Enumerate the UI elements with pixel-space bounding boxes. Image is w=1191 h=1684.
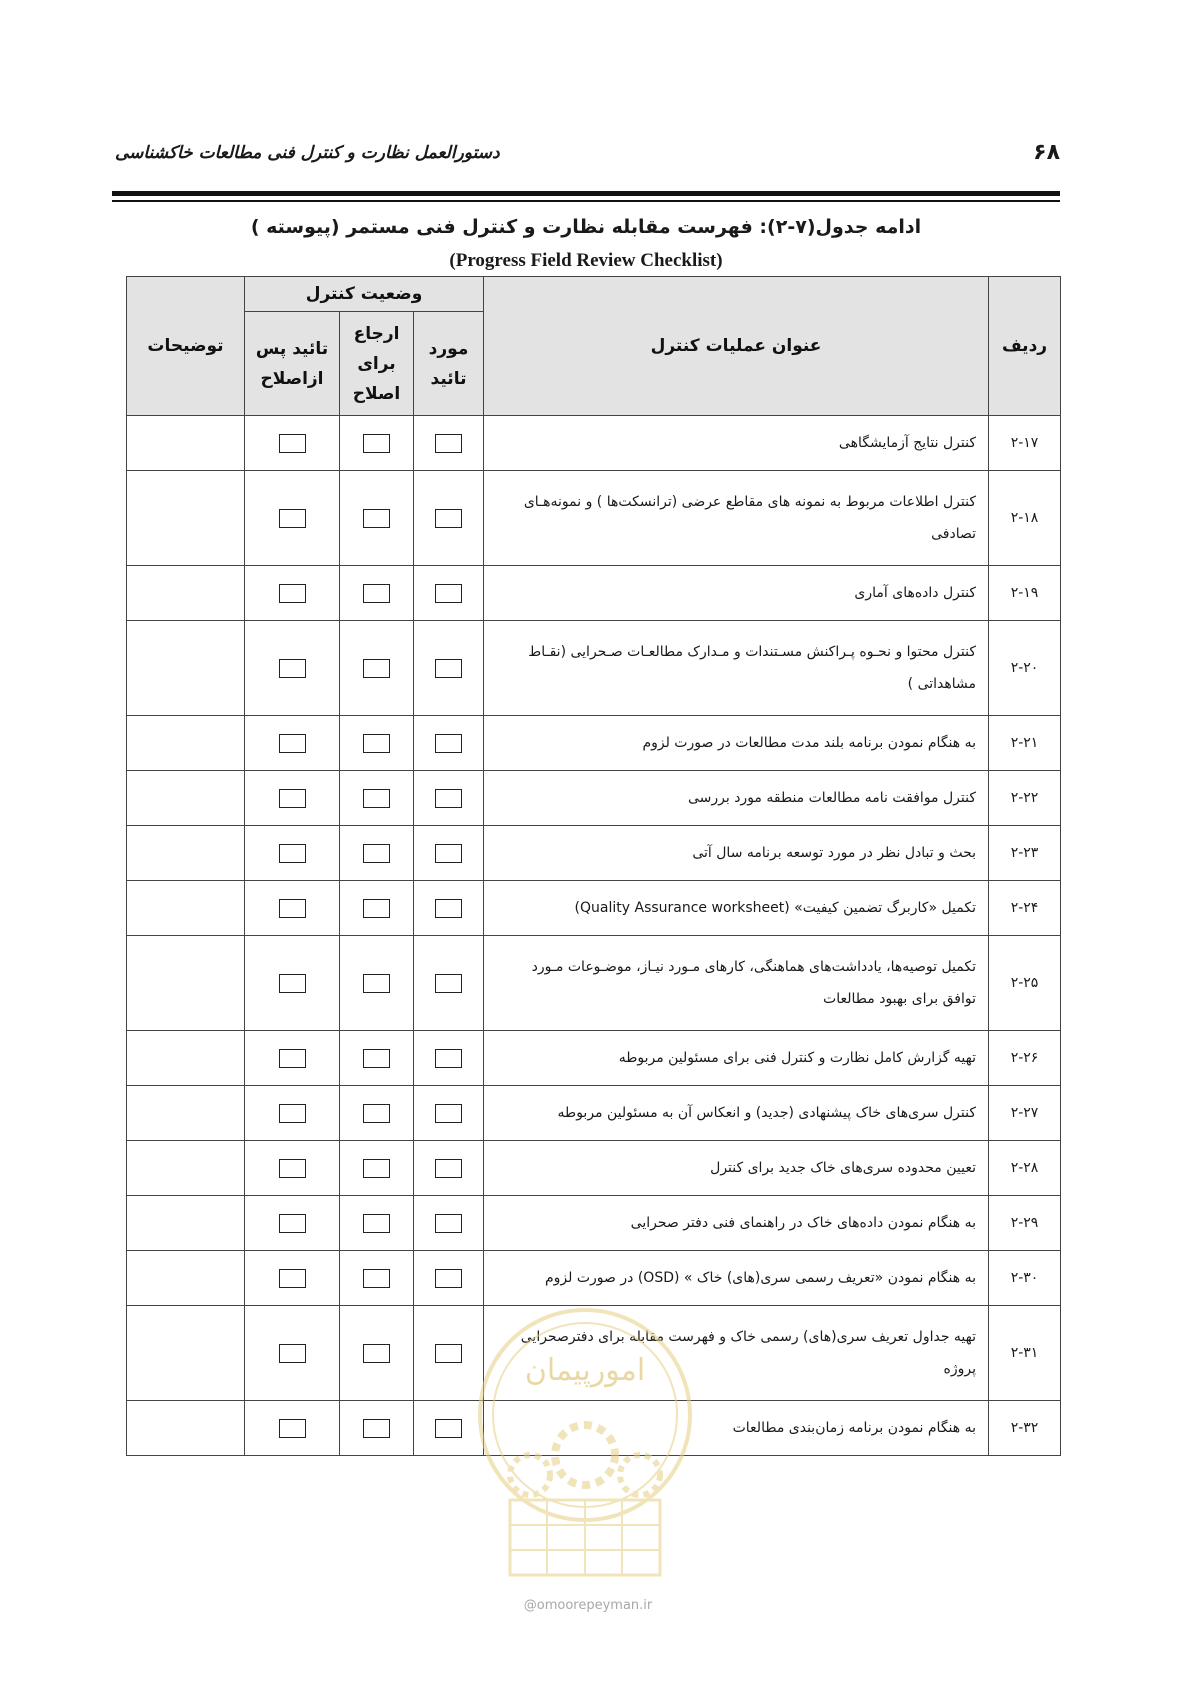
operation-title: کنترل سری‌های خاک پیشنهادی (جدید) و انعکاس آن به مسئولین مربوطه — [484, 1086, 989, 1141]
notes-cell[interactable] — [127, 1401, 245, 1456]
table-row — [127, 771, 1061, 826]
checkbox-cell — [340, 716, 414, 771]
operation-title: کنترل محتوا و نحـوه پـراکنش مسـتندات و مـدارک مطالعـات صـحرایی (نقـاط مشاهداتی ) — [484, 621, 989, 716]
header-return-for-fix: ارجاع برای اصلاح — [340, 312, 414, 416]
return-for-fix-checkbox[interactable] — [363, 899, 390, 918]
approved-after-fix-checkbox[interactable] — [279, 734, 306, 753]
approved-after-fix-checkbox[interactable] — [279, 1269, 306, 1288]
approved-after-fix-checkbox[interactable] — [279, 1104, 306, 1123]
header-notes: توضیحات — [127, 277, 245, 416]
return-for-fix-checkbox[interactable] — [363, 509, 390, 528]
checkbox-cell — [340, 1196, 414, 1251]
approved-checkbox[interactable] — [435, 844, 462, 863]
checkbox-cell — [414, 621, 484, 716]
notes-cell[interactable] — [127, 826, 245, 881]
watermark-logo-text: امورپیمان — [524, 1353, 646, 1388]
row-number: ۲-۲۵ — [989, 936, 1061, 1031]
row-number: ۲-۲۴ — [989, 881, 1061, 936]
row-number: ۲-۳۰ — [989, 1251, 1061, 1306]
return-for-fix-checkbox[interactable] — [363, 1049, 390, 1068]
notes-cell[interactable] — [127, 771, 245, 826]
table-row — [127, 566, 1061, 621]
return-for-fix-checkbox[interactable] — [363, 1269, 390, 1288]
row-number: ۲-۳۱ — [989, 1306, 1061, 1401]
row-number: ۲-۲۰ — [989, 621, 1061, 716]
approved-after-fix-checkbox[interactable] — [279, 1419, 306, 1438]
approved-checkbox[interactable] — [435, 974, 462, 993]
table-row — [127, 1141, 1061, 1196]
header-approved-after-fix: تائید پس ازاصلاح — [245, 312, 340, 416]
operation-title: کنترل داده‌های آماری — [484, 566, 989, 621]
checkbox-cell — [414, 771, 484, 826]
table-row — [127, 1251, 1061, 1306]
row-number: ۲-۲۳ — [989, 826, 1061, 881]
row-number: ۲-۲۶ — [989, 1031, 1061, 1086]
checkbox-cell — [245, 881, 340, 936]
approved-after-fix-checkbox[interactable] — [279, 1214, 306, 1233]
table-row — [127, 416, 1061, 471]
approved-after-fix-checkbox[interactable] — [279, 974, 306, 993]
checkbox-cell — [245, 1306, 340, 1401]
checkbox-cell — [414, 1031, 484, 1086]
checkbox-cell — [414, 566, 484, 621]
checkbox-cell — [245, 621, 340, 716]
approved-after-fix-checkbox[interactable] — [279, 1344, 306, 1363]
approved-after-fix-checkbox[interactable] — [279, 509, 306, 528]
checkbox-cell — [245, 1401, 340, 1456]
header-control-status: وضعیت کنترل — [245, 277, 484, 312]
notes-cell[interactable] — [127, 716, 245, 771]
notes-cell[interactable] — [127, 566, 245, 621]
row-number: ۲-۱۷ — [989, 416, 1061, 471]
approved-checkbox[interactable] — [435, 584, 462, 603]
checkbox-cell — [340, 1306, 414, 1401]
checkbox-cell — [340, 566, 414, 621]
approved-checkbox[interactable] — [435, 509, 462, 528]
table-row — [127, 471, 1061, 566]
operation-title: کنترل اطلاعات مربوط به نمونه های مقاطع عرضی (ترانسکت‌ها ) و نمونه‌هـای تصادفی — [484, 471, 989, 566]
return-for-fix-checkbox[interactable] — [363, 1344, 390, 1363]
approved-after-fix-checkbox[interactable] — [279, 844, 306, 863]
notes-cell[interactable] — [127, 416, 245, 471]
operation-title: تهیه جداول تعریف سری(های) رسمی خاک و فهرست مقابله برای دفترصحرایی پروژه — [484, 1306, 989, 1401]
table-row — [127, 1086, 1061, 1141]
approved-after-fix-checkbox[interactable] — [279, 899, 306, 918]
table-row — [127, 826, 1061, 881]
notes-cell[interactable] — [127, 1141, 245, 1196]
table-caption-english: (Progress Field Review Checklist) — [449, 250, 723, 271]
approved-checkbox[interactable] — [435, 659, 462, 678]
return-for-fix-checkbox[interactable] — [363, 789, 390, 808]
checkbox-cell — [414, 826, 484, 881]
checkbox-cell — [245, 1251, 340, 1306]
checkbox-cell — [340, 1086, 414, 1141]
checkbox-cell — [245, 1086, 340, 1141]
approved-checkbox[interactable] — [435, 789, 462, 808]
approved-after-fix-checkbox[interactable] — [279, 584, 306, 603]
checkbox-cell — [414, 716, 484, 771]
operation-title: تهیه گزارش کامل نظارت و کنترل فنی برای مسئولین مربوطه — [484, 1031, 989, 1086]
notes-cell[interactable] — [127, 471, 245, 566]
row-number: ۲-۱۸ — [989, 471, 1061, 566]
approved-after-fix-checkbox[interactable] — [279, 659, 306, 678]
approved-checkbox[interactable] — [435, 899, 462, 918]
checkbox-cell — [414, 1251, 484, 1306]
checkbox-cell — [245, 471, 340, 566]
approved-after-fix-checkbox[interactable] — [279, 1049, 306, 1068]
row-number: ۲-۲۱ — [989, 716, 1061, 771]
checkbox-cell — [340, 416, 414, 471]
checkbox-cell — [414, 416, 484, 471]
checkbox-cell — [340, 1141, 414, 1196]
row-number: ۲-۳۲ — [989, 1401, 1061, 1456]
operation-title: کنترل نتایج آزمایشگاهی — [484, 416, 989, 471]
header-operation-title: عنوان عملیات کنترل — [484, 277, 989, 416]
watermark-logo — [470, 1300, 700, 1590]
row-number: ۲-۲۲ — [989, 771, 1061, 826]
operation-title: بحث و تبادل نظر در مورد توسعه برنامه سال آتی — [484, 826, 989, 881]
notes-cell[interactable] — [127, 1031, 245, 1086]
checkbox-cell — [340, 1401, 414, 1456]
approved-checkbox[interactable] — [435, 434, 462, 453]
return-for-fix-checkbox[interactable] — [363, 1159, 390, 1178]
operation-title: به هنگام نمودن داده‌های خاک در راهنمای فنی دفتر صحرایی — [484, 1196, 989, 1251]
notes-cell[interactable] — [127, 621, 245, 716]
checkbox-cell — [245, 936, 340, 1031]
running-header-title: دستورالعمل نظارت و کنترل فنی مطالعات خاکشناسی — [115, 143, 500, 163]
row-number: ۲-۲۸ — [989, 1141, 1061, 1196]
checkbox-cell — [245, 416, 340, 471]
approved-after-fix-checkbox[interactable] — [279, 1159, 306, 1178]
approved-after-fix-checkbox[interactable] — [279, 789, 306, 808]
checkbox-cell — [340, 881, 414, 936]
notes-cell[interactable] — [127, 1306, 245, 1401]
page-number: ۶۸ — [1033, 140, 1060, 165]
checkbox-cell — [245, 771, 340, 826]
operation-title: تکمیل «کاربرگ تضمین کیفیت» (Quality Assurance worksheet) — [484, 881, 989, 936]
approved-checkbox[interactable] — [435, 1104, 462, 1123]
header-rule-thick — [112, 191, 1060, 196]
row-number: ۲-۲۹ — [989, 1196, 1061, 1251]
checkbox-cell — [245, 1031, 340, 1086]
operation-title: به هنگام نمودن برنامه بلند مدت مطالعات در صورت لزوم — [484, 716, 989, 771]
table-row — [127, 1196, 1061, 1251]
checkbox-cell — [340, 621, 414, 716]
table-row — [127, 1031, 1061, 1086]
approved-checkbox[interactable] — [435, 1214, 462, 1233]
table-row — [127, 621, 1061, 716]
operation-title: کنترل موافقت نامه مطالعات منطقه مورد بررسی — [484, 771, 989, 826]
operation-title: تعیین محدوده سری‌های خاک جدید برای کنترل — [484, 1141, 989, 1196]
checkbox-cell — [414, 936, 484, 1031]
return-for-fix-checkbox[interactable] — [363, 844, 390, 863]
operation-title: به هنگام نمودن «تعریف رسمی سری(های) خاک » (OSD) در صورت لزوم — [484, 1251, 989, 1306]
checkbox-cell — [245, 1196, 340, 1251]
return-for-fix-checkbox[interactable] — [363, 1104, 390, 1123]
table-row — [127, 881, 1061, 936]
checkbox-cell — [414, 881, 484, 936]
operation-title: تکمیل توصیه‌ها، یادداشت‌های هماهنگی، کارهای مـورد نیـاز، موضـوعات مـورد توافق برای بهبود مطالعات — [484, 936, 989, 1031]
return-for-fix-checkbox[interactable] — [363, 434, 390, 453]
row-number: ۲-۲۷ — [989, 1086, 1061, 1141]
checkbox-cell — [245, 826, 340, 881]
approved-checkbox[interactable] — [435, 1049, 462, 1068]
checkbox-cell — [340, 936, 414, 1031]
checkbox-cell — [245, 716, 340, 771]
return-for-fix-checkbox[interactable] — [363, 1419, 390, 1438]
checkbox-cell — [414, 1196, 484, 1251]
watermark-site-text: @omoorepeyman.ir — [523, 1598, 653, 1613]
checklist-table — [126, 276, 1061, 1456]
approved-checkbox[interactable] — [435, 1344, 462, 1363]
notes-cell[interactable] — [127, 936, 245, 1031]
notes-cell[interactable] — [127, 1196, 245, 1251]
approved-checkbox[interactable] — [435, 1159, 462, 1178]
notes-cell[interactable] — [127, 1086, 245, 1141]
header-row-number: ردیف — [989, 277, 1061, 416]
return-for-fix-checkbox[interactable] — [363, 734, 390, 753]
checkbox-cell — [340, 1031, 414, 1086]
checkbox-cell — [414, 1086, 484, 1141]
checkbox-cell — [414, 1141, 484, 1196]
operation-title: به هنگام نمودن برنامه زمان‌بندی مطالعات — [484, 1401, 989, 1456]
approved-checkbox[interactable] — [435, 1419, 462, 1438]
notes-cell[interactable] — [127, 881, 245, 936]
approved-checkbox[interactable] — [435, 1269, 462, 1288]
return-for-fix-checkbox[interactable] — [363, 584, 390, 603]
approved-after-fix-checkbox[interactable] — [279, 434, 306, 453]
checkbox-cell — [340, 771, 414, 826]
table-row — [127, 936, 1061, 1031]
return-for-fix-checkbox[interactable] — [363, 659, 390, 678]
notes-cell[interactable] — [127, 1251, 245, 1306]
header-rule-thin — [112, 200, 1060, 202]
table-caption-persian: ادامه جدول(۷-۲): فهرست مقابله نظارت و کنترل فنی مستمر (پیوسته ) — [250, 216, 922, 238]
return-for-fix-checkbox[interactable] — [363, 974, 390, 993]
header-approved: مورد تائید — [414, 312, 484, 416]
checkbox-cell — [340, 1251, 414, 1306]
checkbox-cell — [340, 471, 414, 566]
row-number: ۲-۱۹ — [989, 566, 1061, 621]
return-for-fix-checkbox[interactable] — [363, 1214, 390, 1233]
approved-checkbox[interactable] — [435, 734, 462, 753]
table-row — [127, 716, 1061, 771]
checkbox-cell — [340, 826, 414, 881]
checkbox-cell — [245, 566, 340, 621]
checkbox-cell — [245, 1141, 340, 1196]
checkbox-cell — [414, 471, 484, 566]
